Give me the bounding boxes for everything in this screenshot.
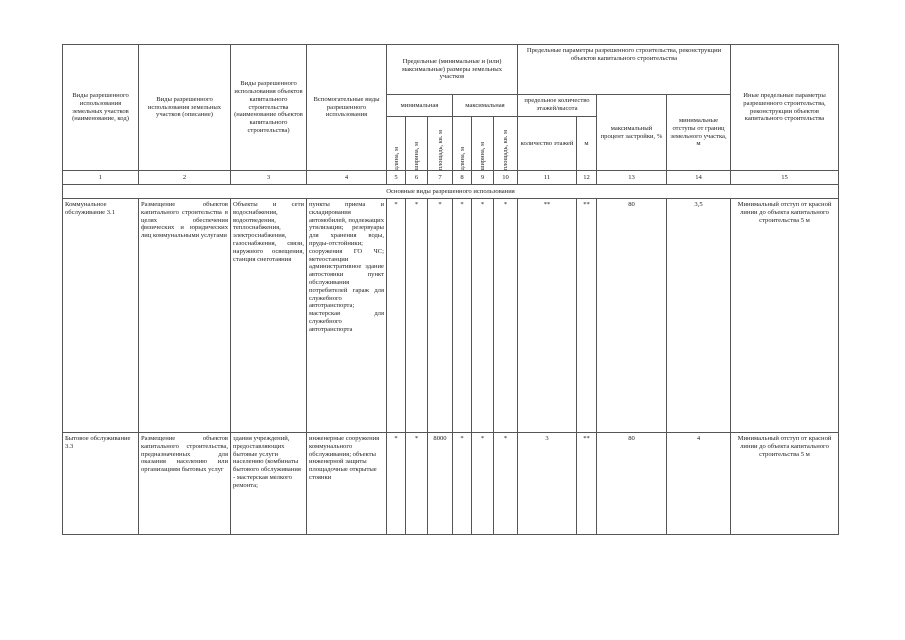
max-area-value: * <box>494 199 518 433</box>
section-title: Основные виды разрешенного использования <box>63 185 839 199</box>
min-width-value: * <box>406 433 428 535</box>
max-length-value: * <box>453 199 472 433</box>
column-number: 1 <box>63 171 139 185</box>
column-number: 9 <box>472 171 494 185</box>
coverage-value: 80 <box>597 433 667 535</box>
header-building-use: Виды разрешенного использования объектов капитального строительства (наименование объектов капитального строительства) <box>231 45 307 171</box>
header-min-width: ширина, м <box>406 117 428 171</box>
land-use-description: Размещение объектов капитального строительства в целях обеспечения физических и юридических лиц коммунальными услугами <box>139 199 231 433</box>
header-minimum: минимальная <box>387 95 453 117</box>
column-number: 3 <box>231 171 307 185</box>
building-use: Объекты и сети водоснабжения, водоотведения, теплоснабжения, электроснабжения, газоснабжения, связи, наружного освещения, станция снеготаяния <box>231 199 307 433</box>
land-use-description: Размещение объектов капитального строительства, предназначенных для оказания населению или организациям бытовых услуг <box>139 433 231 535</box>
column-number: 6 <box>406 171 428 185</box>
min-area-value: 8000 <box>428 433 453 535</box>
header-land-use-description: Виды разрешенного использования земельных участков (описание) <box>139 45 231 171</box>
setback-value: 3,5 <box>667 199 731 433</box>
other-limits-value: Минимальный отступ от красной линии до объекта капитального строительства 5 м <box>731 199 839 433</box>
header-min-area: площадь, кв. м <box>428 117 453 171</box>
min-length-value: * <box>387 199 406 433</box>
column-number: 4 <box>307 171 387 185</box>
column-number: 8 <box>453 171 472 185</box>
land-use-code: Коммунальное обслуживание 3.1 <box>63 199 139 433</box>
header-max-length: длина, м <box>453 117 472 171</box>
header-max-width: ширина, м <box>472 117 494 171</box>
header-floors-height: предельное количество этажей/высота <box>518 95 597 117</box>
column-number: 15 <box>731 171 839 185</box>
column-number: 2 <box>139 171 231 185</box>
zoning-parameters-table <box>62 44 839 535</box>
header-floor-count: количество этажей <box>518 117 577 171</box>
column-number: 7 <box>428 171 453 185</box>
building-use: здания учреждений, предоставляющих бытовые услуги населению (комбинаты бытового обслуживания - мастерская мелкого ремонта; <box>231 433 307 535</box>
max-width-value: * <box>472 199 494 433</box>
column-number-row <box>63 171 839 185</box>
max-width-value: * <box>472 433 494 535</box>
max-area-value: * <box>494 433 518 535</box>
column-number: 5 <box>387 171 406 185</box>
setback-value: 4 <box>667 433 731 535</box>
min-length-value: * <box>387 433 406 535</box>
min-area-value: * <box>428 199 453 433</box>
header-maximum: максимальная <box>453 95 518 117</box>
column-number: 11 <box>518 171 577 185</box>
table-row <box>63 199 839 433</box>
header-min-length: длина, м <box>387 117 406 171</box>
header-max-coverage: максимальный процент застройки, % <box>597 95 667 171</box>
column-number: 12 <box>577 171 597 185</box>
column-number: 14 <box>667 171 731 185</box>
floor-count-value: 3 <box>518 433 577 535</box>
header-construction-limits: Предельные параметры разрешенного строительства, реконструкции объектов капитального строительства <box>518 45 731 95</box>
header-land-size-limits: Предельные (минимальные и (или) максимальные) размеры земельных участков <box>387 45 518 95</box>
coverage-value: 80 <box>597 199 667 433</box>
table-row <box>63 433 839 535</box>
column-number: 10 <box>494 171 518 185</box>
auxiliary-use: инженерные сооружения коммунального обслуживания; объекты инженерной защиты площадочные открытые стоянки <box>307 433 387 535</box>
header-min-setback: минимальные отступы от границ земельного участка, м <box>667 95 731 171</box>
min-width-value: * <box>406 199 428 433</box>
auxiliary-use: пункты приема и складирования автомобилей, подлежащих утилизации; резервуары для хранения воды, пруды-отстойники; сооружения ГО ЧС; метеостанции административное здание автостоянки пункт обслуживания потребителей гараж для служебного автотранспорта; мастерская для служебного автотранспорта <box>307 199 387 433</box>
header-other-limits: Иные предельные параметры разрешенного строительства, реконструкции объектов капитального строительства <box>731 45 839 171</box>
height-value: ** <box>577 433 597 535</box>
height-value: ** <box>577 199 597 433</box>
land-use-code: Бытовое обслуживание 3.3 <box>63 433 139 535</box>
other-limits-value: Минимальный отступ от красной линии до объекта капитального строительства 5 м <box>731 433 839 535</box>
header-land-use-code: Виды разрешенного использования земельных участков (наименование, код) <box>63 45 139 171</box>
column-number: 13 <box>597 171 667 185</box>
max-length-value: * <box>453 433 472 535</box>
header-max-area: площадь, кв. м <box>494 117 518 171</box>
floor-count-value: ** <box>518 199 577 433</box>
header-auxiliary-use: Вспомогательные виды разрешенного использования <box>307 45 387 171</box>
header-height-m: м <box>577 117 597 171</box>
